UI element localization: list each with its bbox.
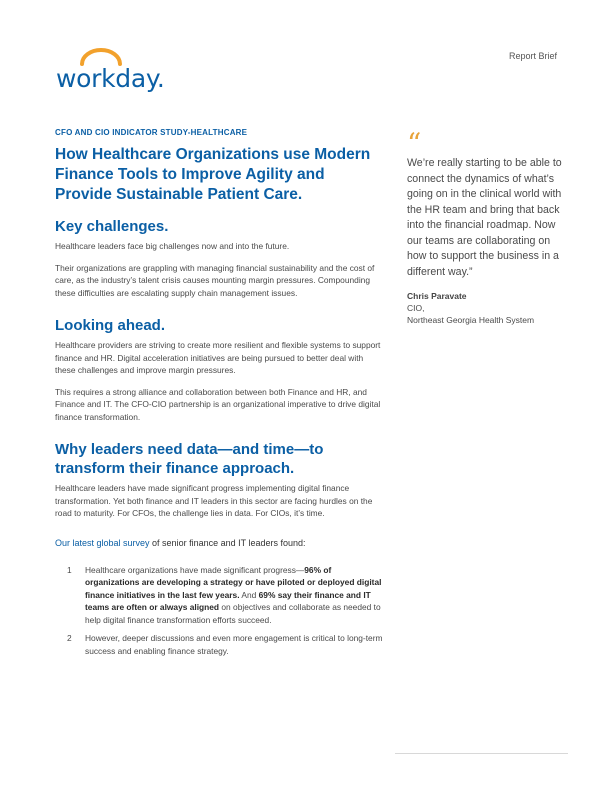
main-column	[55, 128, 385, 663]
document-type-label: Report Brief	[508, 51, 557, 61]
paragraph: Healthcare providers are striving to create more resilient and flexible systems to support finance and HR. Digital acceleration initiatives are being pursued to better deal with these challenges and improve margin pressures.	[55, 340, 381, 375]
quote-author-name: Chris Paravate	[407, 291, 467, 301]
section-heading-looking-ahead: Looking ahead.	[55, 317, 166, 334]
paragraph: This requires a strong alliance and collaboration between both Finance and HR, and Finance and IT. The CFO-CIO partnership is an organizational imperative to drive digital finance transformation.	[55, 386, 381, 422]
quote-mark-icon: “	[407, 127, 422, 160]
quote-text: We’re really starting to be able to connect the dynamics of what’s going on in the clinical world with the HR team and bring that back into the financial roadmap. Now our teams are collaborating on how to support the business in a different way.”	[407, 157, 562, 278]
pull-quote	[407, 127, 567, 326]
kicker: CFO AND CIO INDICATOR STUDY-HEALTHCARE	[55, 128, 248, 137]
quote-author-org: Northeast Georgia Health System	[407, 315, 535, 325]
list-item: 1 Healthcare organizations have made significant progress—96% of organizations are developing a strategy or have piloted or deployed digital finance initiatives in the last few years. And 69% say their finance and IT teams are often or always aligned on objectives and collaborate as needed to help digital finance transformation efforts succeed.	[67, 564, 382, 625]
findings-list	[67, 564, 385, 658]
divider	[395, 753, 568, 754]
quote-author-role: CIO,	[407, 303, 425, 313]
paragraph: Their organizations are grappling with managing financial sustainability and the cost of care, as the industry’s talent crisis causes mounting margin pressures. Compounding these difficulties are escalating supply chain management issues.	[55, 262, 375, 298]
paragraph: Healthcare leaders face big challenges now and into the future.	[55, 241, 290, 251]
logo-wordmark: workday.	[56, 64, 165, 93]
paragraph: Healthcare leaders have made significant progress implementing digital finance transformation. Yet both finance and IT leaders in this sector are facing hurdles on the road to maturity. For CFOs, the challenge lies in data. For CIOs, it’s time.	[55, 483, 373, 518]
workday-logo	[56, 48, 166, 98]
list-number: 1	[67, 564, 72, 575]
page-title: How Healthcare Organizations use Modern Finance Tools to Improve Agility and Provide Sustainable Patient Care.	[55, 146, 371, 203]
list-number: 2	[67, 633, 72, 643]
section-heading-why-leaders: Why leaders need data—and time—to transform their finance approach.	[55, 441, 324, 477]
list-item: 2 However, deeper discussions and even more engagement is critical to long-term success and enabling finance strategy.	[67, 633, 383, 656]
section-heading-key-challenges: Key challenges.	[55, 218, 169, 235]
survey-intro	[55, 538, 385, 548]
survey-intro-text: of senior finance and IT leaders found:	[149, 537, 306, 548]
survey-link[interactable]: Our latest global survey	[55, 537, 150, 548]
